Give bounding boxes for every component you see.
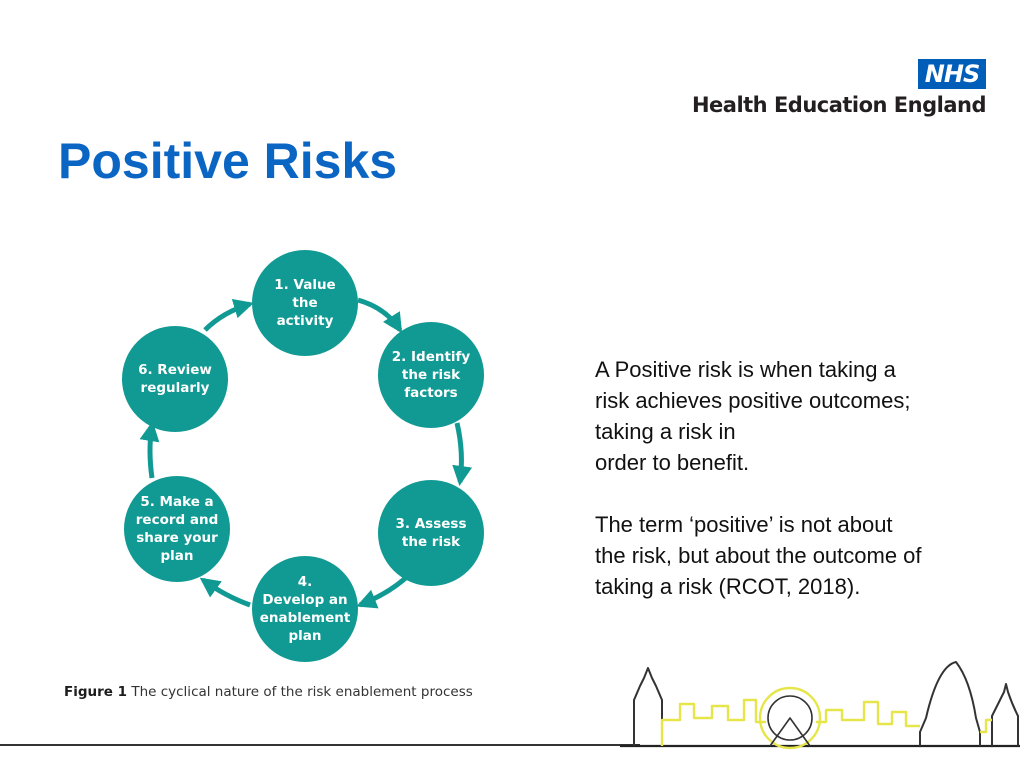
arrow-1-to-2 — [358, 300, 400, 330]
risk-enablement-cycle-diagram — [60, 238, 500, 678]
arrow-2-to-3 — [457, 423, 461, 482]
definition-paragraph-1: A Positive risk is when taking a risk achieves positive outcomes; taking a risk in order to benefit. — [595, 357, 911, 475]
london-skyline-graphic — [620, 660, 1024, 750]
page-title: Positive Risks — [58, 133, 398, 189]
figure-caption-text: The cyclical nature of the risk enablement process — [131, 684, 473, 700]
nhs-logo-badge: NHS — [918, 59, 986, 89]
arrow-4-to-5 — [203, 580, 250, 605]
cycle-step-2: 2. Identify the risk factors — [378, 322, 484, 428]
arrow-5-to-6 — [150, 425, 152, 478]
logo-org-name: Health Education England — [691, 93, 986, 117]
arrow-3-to-4 — [360, 574, 410, 605]
nhs-hee-logo — [691, 59, 986, 123]
cycle-step-1: 1. Value the activity — [252, 250, 358, 356]
cycle-step-4: 4. Develop an enablement plan — [252, 556, 358, 662]
footer-rule — [0, 744, 640, 746]
cycle-step-6: 6. Review regularly — [122, 326, 228, 432]
definition-text — [595, 354, 995, 602]
figure-caption-label: Figure 1 — [64, 684, 128, 700]
cycle-step-3: 3. Assess the risk — [378, 480, 484, 586]
definition-paragraph-2: The term ‘positive’ is not about the risk, but about the outcome of taking a risk (RCOT, 2018). — [595, 512, 922, 599]
cycle-step-5: 5. Make a record and share your plan — [124, 476, 230, 582]
arrow-6-to-1 — [205, 304, 250, 330]
figure-caption — [64, 684, 473, 700]
